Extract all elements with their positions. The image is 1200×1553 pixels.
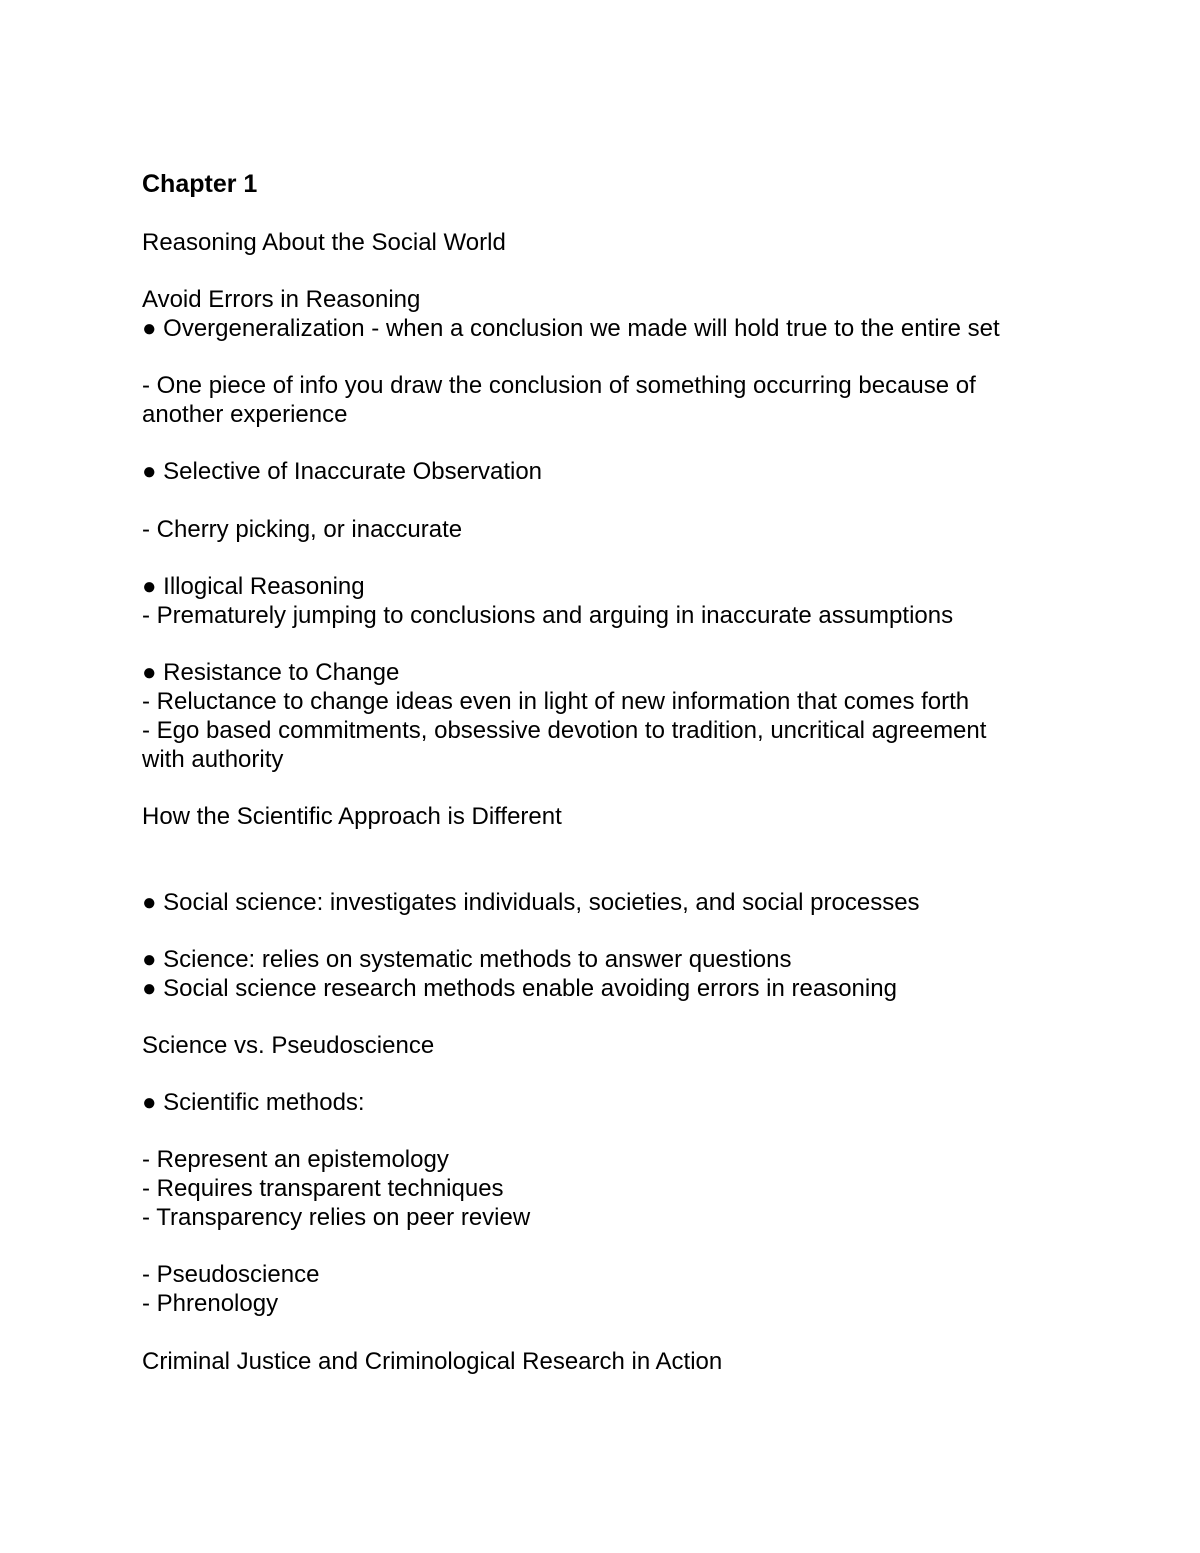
- dash-item: - One piece of info you draw the conclusion of something occurring because of: [142, 372, 976, 399]
- bullet-item: ● Social science research methods enable avoiding errors in reasoning: [142, 975, 897, 1002]
- dash-item: - Pseudoscience: [142, 1261, 320, 1288]
- dash-item: - Phrenology: [142, 1290, 279, 1317]
- dash-item: - Prematurely jumping to conclusions and arguing in inaccurate assumptions: [142, 602, 954, 629]
- dash-item: - Represent an epistemology: [142, 1146, 449, 1173]
- bullet-item: ● Resistance to Change: [142, 659, 400, 686]
- dash-item-continued: another experience: [142, 401, 348, 428]
- bullet-item: ● Scientific methods:: [142, 1089, 365, 1116]
- section-heading: Science vs. Pseudoscience: [142, 1032, 435, 1059]
- dash-item: - Ego based commitments, obsessive devotion to tradition, uncritical agreement: [142, 717, 987, 744]
- dash-item: - Reluctance to change ideas even in light of new information that comes forth: [142, 688, 970, 715]
- dash-item: - Cherry picking, or inaccurate: [142, 516, 463, 543]
- bullet-item: ● Overgeneralization - when a conclusion we made will hold true to the entire set: [142, 315, 1000, 342]
- bullet-item: ● Science: relies on systematic methods to answer questions: [142, 946, 792, 973]
- subsection-heading: Avoid Errors in Reasoning: [142, 286, 421, 313]
- section-heading: How the Scientific Approach is Different: [142, 803, 562, 830]
- dash-item-continued: with authority: [142, 746, 284, 773]
- bullet-item: ● Illogical Reasoning: [142, 573, 365, 600]
- section-heading: Reasoning About the Social World: [142, 229, 506, 256]
- chapter-title: Chapter 1: [142, 170, 258, 198]
- bullet-item: ● Social science: investigates individuals, societies, and social processes: [142, 889, 920, 916]
- dash-item: - Transparency relies on peer review: [142, 1204, 531, 1231]
- bullet-item: ● Selective of Inaccurate Observation: [142, 458, 543, 485]
- section-heading: Criminal Justice and Criminological Research in Action: [142, 1348, 723, 1375]
- dash-item: - Requires transparent techniques: [142, 1175, 504, 1202]
